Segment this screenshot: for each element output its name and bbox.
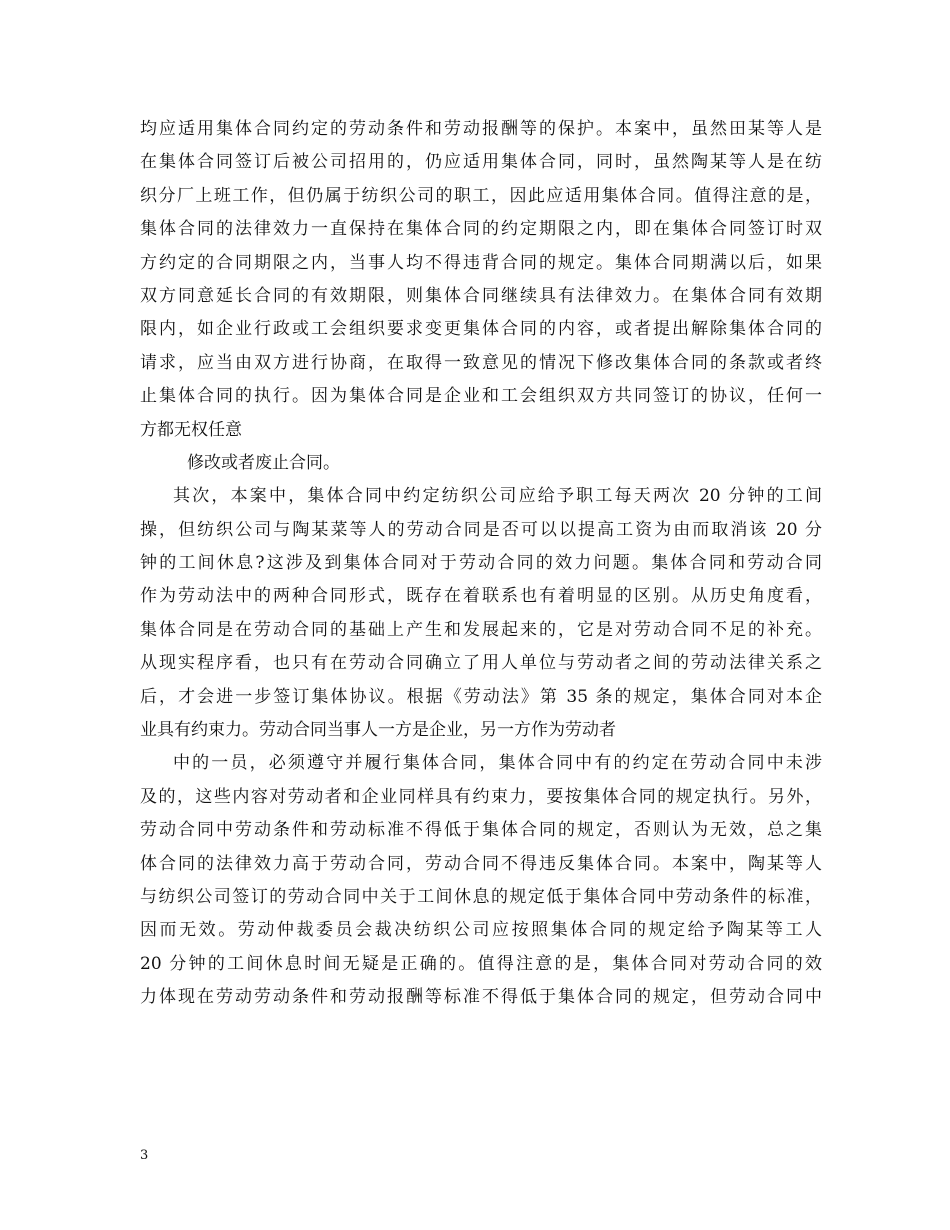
text-line-21: 及的，这些内容对劳动者和企业同样具有约束力，要按集体合同的规定执行。另外， [140, 786, 822, 807]
text-line-16: 集体合同是在劳动合同的基础上产生和发展起来的，它是对劳动合同不足的补充。 [140, 619, 822, 640]
body-text [140, 113, 822, 1015]
text-line-9: 止集体合同的执行。因为集体合同是企业和工会组织双方共同签订的协议，任何一 [140, 386, 822, 407]
text-line-10: 方都无权任意 [140, 419, 242, 440]
text-line-15: 作为劳动法中的两种合同形式，既存在着联系也有着明显的区别。从历史角度看， [140, 586, 822, 607]
text-line-18: 后，才会进一步签订集体协议。根据《劳动法》第 35 条的规定，集体合同对本企 [140, 686, 822, 707]
text-line-1: 均应适用集体合同约定的劳动条件和劳动报酬等的保护。本案中，虽然田某等人是 [140, 119, 822, 139]
text-line-24: 与纺织公司签订的劳动合同中关于工间休息的规定低于集体合同中劳动条件的标准， [140, 886, 822, 907]
text-line-22: 劳动合同中劳动条件和劳动标准不得低于集体合同的规定，否则认为无效，总之集 [140, 820, 822, 841]
text-line-11: 修改或者废止合同。 [187, 452, 340, 473]
text-line-23: 体合同的法律效力高于劳动合同，劳动合同不得违反集体合同。本案中，陶某等人 [140, 853, 822, 874]
text-line-14: 钟的工间休息?这涉及到集体合同对于劳动合同的效力问题。集体合同和劳动合同 [140, 553, 822, 574]
text-line-6: 双方同意延长合同的有效期限，则集体合同继续具有法律效力。在集体合同有效期 [140, 285, 822, 306]
text-line-13: 操，但纺织公司与陶某菜等人的劳动合同是否可以以提高工资为由而取消该 20 分 [140, 519, 822, 540]
text-line-3: 织分厂上班工作，但仍属于纺织公司的职工，因此应适用集体合同。值得注意的是， [140, 185, 822, 206]
text-line-27: 力体现在劳动劳动条件和劳动报酬等标准不得低于集体合同的规定，但劳动合同中 [140, 987, 822, 1008]
text-line-25: 因而无效。劳动仲裁委员会裁决纺织公司应按照集体合同的规定给予陶某等工人 [140, 920, 822, 941]
text-line-5: 方约定的合同期限之内，当事人均不得违背合同的规定。集体合同期满以后，如果 [140, 252, 822, 273]
text-line-7: 限内，如企业行政或工会组织要求变更集体合同的内容，或者提出解除集体合同的 [140, 319, 822, 340]
text-line-26: 20 分钟的工间休息时间无疑是正确的。值得注意的是，集体合同对劳动合同的效 [140, 953, 822, 974]
text-line-2: 在集体合同签订后被公司招用的，仍应适用集体合同，同时，虽然陶某等人是在纺 [140, 152, 822, 173]
text-line-17: 从现实程序看，也只有在劳动合同确立了用人单位与劳动者之间的劳动法律关系之 [140, 653, 822, 674]
text-line-19: 业具有约束力。劳动合同当事人一方是企业，另一方作为劳动者 [140, 720, 616, 741]
text-line-8: 请求，应当由双方进行协商，在取得一致意见的情况下修改集体合同的条款或者终 [140, 352, 822, 373]
text-line-12: 其次，本案中，集体合同中约定纺织公司应给予职工每天两次 20 分钟的工间 [173, 486, 822, 507]
page-number: 3 [140, 1148, 149, 1163]
text-line-4: 集体合同的法律效力一直保持在集体合同的约定期限之内，即在集体合同签订时双 [140, 219, 822, 240]
text-line-20: 中的一员，必须遵守并履行集体合同，集体合同中有的约定在劳动合同中未涉 [173, 753, 822, 774]
